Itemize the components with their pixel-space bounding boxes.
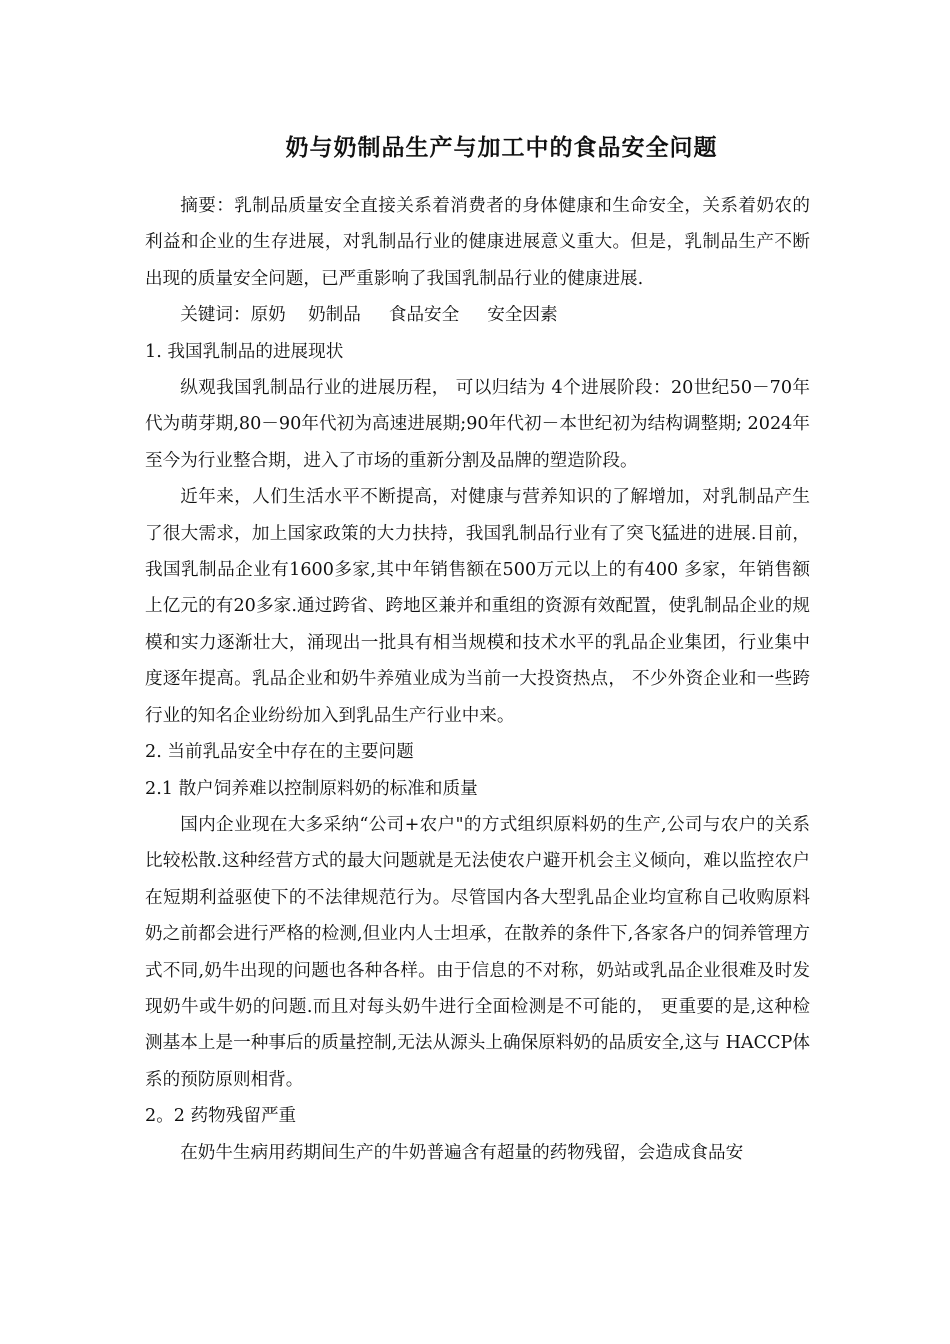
section-1-heading: 1. 我国乳制品的进展现状 — [145, 341, 344, 362]
section-2-2-heading: 2。2 药物残留严重 — [145, 1106, 297, 1127]
abstract-paragraph: 摘要：乳制品质量安全直接关系着消费者的身体健康和生命安全，关系着奶农的利益和企业的生存进展，对乳制品行业的健康进展意义重大。但是，乳制品生产不断出现的质量安全问题，已严重影响了我国乳制品行业的健康进展. — [145, 196, 810, 289]
section-1-paragraph-1: 纵观我国乳制品行业的进展历程， 可以归结为 4个进展阶段：20世纪50－70年代为萌芽期,80－90年代初为高速进展期;90年代初－本世纪初为结构调整期; 2024年至今为行业整合期，进入了市场的重新分割及品牌的塑造阶段。 — [145, 378, 810, 471]
section-1-paragraph-2: 近年来，人们生活水平不断提高，对健康与营养知识的了解增加，对乳制品产生了很大需求，加上国家政策的大力扶持，我国乳制品行业有了突飞猛进的进展.目前，我国乳制品企业有1600多家,其中年销售额在500万元以上的有400 多家，年销售额上亿元的有20多家.通过跨省、跨地区兼并和重组的资源有效配置，使乳制品企业的规模和实力逐渐壮大，涌现出一批具有相当规模和技术水平的乳品企业集团，行业集中度逐年提高。乳品企业和奶牛养殖业成为当前一大投资热点， 不少外资企业和一些跨行业的知名企业纷纷加入到乳品生产行业中来。 — [145, 487, 810, 726]
section-2-2-paragraph-1: 在奶牛生病用药期间生产的牛奶普遍含有超量的药物残留，会造成食品安 — [180, 1142, 744, 1163]
section-2-1-heading: 2.1 散户饲养难以控制原料奶的标准和质量 — [145, 778, 478, 799]
document-title: 奶与奶制品生产与加工中的食品安全问题 — [285, 134, 718, 161]
document-page — [145, 128, 810, 1171]
keywords-line: 关键词：原奶 奶制品 食品安全 安全因素 — [180, 305, 558, 326]
section-2-1-paragraph-1: 国内企业现在大多采纳“公司+农户"的方式组织原料奶的生产,公司与农户的关系比较松散.这种经营方式的最大问题就是无法使农户避开机会主义倾向，难以监控农户在短期利益驱使下的不法律规范行为。尽管国内各大型乳品企业均宣称自己收购原料奶之前都会进行严格的检测,但业内人士坦承，在散养的条件下,各家各户的饲养管理方式不同,奶牛出现的问题也各种各样。由于信息的不对称，奶站或乳品企业很难及时发现奶牛或牛奶的问题.而且对每头奶牛进行全面检测是不可能的， 更重要的是,这种检测基本上是一种事后的质量控制,无法从源头上确保原料奶的品质安全,这与 HACCP体系的预防原则相背。 — [145, 814, 810, 1090]
section-2-heading: 2. 当前乳品安全中存在的主要问题 — [145, 742, 414, 763]
